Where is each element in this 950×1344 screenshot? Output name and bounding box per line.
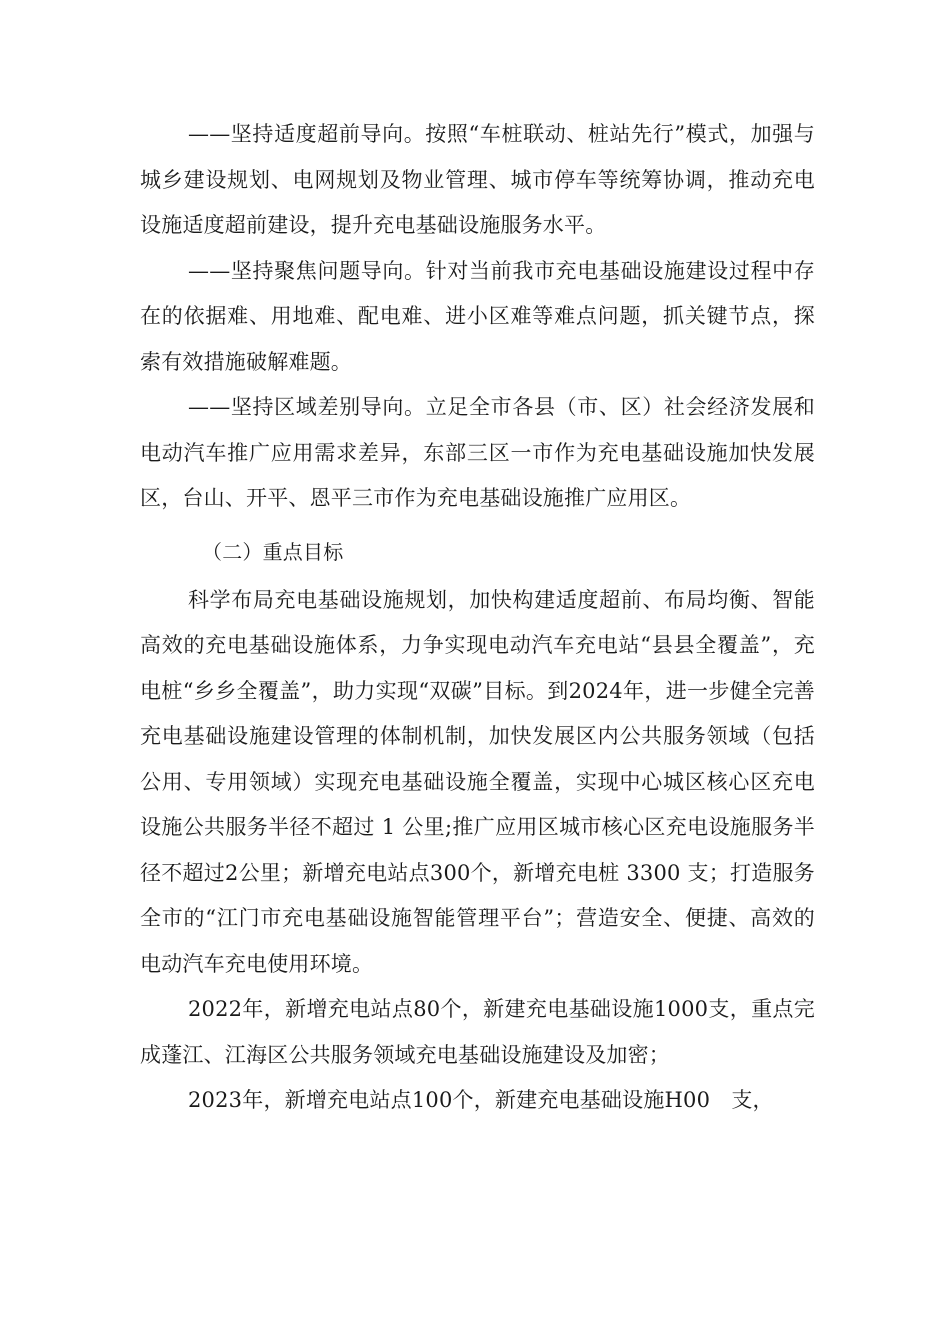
target-paragraph-overview: 科学布局充电基础设施规划，加快构建适度超前、布局均衡、智能高效的充电基础设施体系，力争实现电动汽车充电站“县县全覆盖”，充电桩“乡乡全覆盖”，助力实现“双碳”目标。到2024年，进一步健全完善充电基础设施建设管理的体制机制，加快发展区内公共服务领域（包括公用、专用领域）实现充电基础设施全覆盖，实现中心城区核心区充电设施公共服务半径不超过 1 公里;推广应用区城市核心区充电设施服务半径不超过2公里；新增充电站点300个，新增充电桩 3300 支；打造服务全市的“江门市充电基础设施智能管理平台”；营造安全、便捷、高效的电动汽车充电使用环境。 (140, 587, 815, 976)
document-body (140, 112, 815, 1124)
target-paragraph-2023: 2023年，新增充电站点100个，新建充电基础设施H00 支， (188, 1088, 774, 1112)
target-paragraph-2022: 2022年，新增充电站点80个，新建充电基础设施1000支，重点完成蓬江、江海区公共服务领域充电基础设施建设及加密； (140, 997, 815, 1067)
principle-paragraph-advance: ——坚持适度超前导向。按照“车桩联动、桩站先行”模式，加强与城乡建设规划、电网规划及物业管理、城市停车等统筹协调，推动充电设施适度超前建设，提升充电基础设施服务水平。 (140, 122, 815, 237)
section-heading: （二）重点目标 (202, 539, 344, 564)
principle-paragraph-problem: ——坚持聚焦问题导向。针对当前我市充电基础设施建设过程中存在的依据难、用地难、配电难、进小区难等难点问题，抓关键节点，探索有效措施破解难题。 (140, 258, 815, 374)
principle-paragraph-region: ——坚持区域差别导向。立足全市各县（市、区）社会经济发展和电动汽车推广应用需求差异，东部三区一市作为充电基础设施加快发展区，台山、开平、恩平三市作为充电基础设施推广应用区。 (140, 395, 815, 510)
